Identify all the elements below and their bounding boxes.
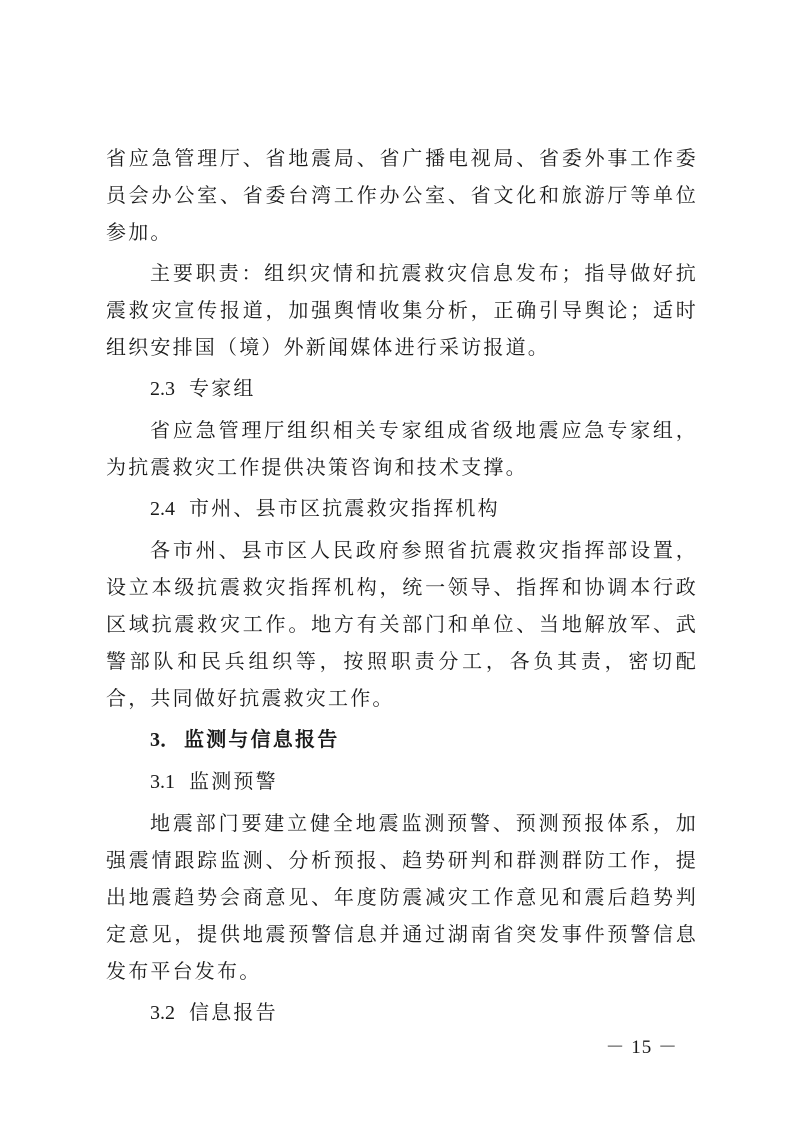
section-2-3-heading bbox=[106, 370, 698, 408]
section-2-4-title: 市州、县市区抗震救灾指挥机构 bbox=[189, 496, 500, 520]
section-3-2-heading bbox=[106, 994, 698, 1032]
section-3-1-heading bbox=[106, 763, 698, 801]
section-3-1-number: 3.1 bbox=[150, 771, 175, 793]
section-3-1-title: 监测预警 bbox=[189, 769, 278, 793]
section-2-4-heading bbox=[106, 490, 698, 528]
section-2-3-number: 2.3 bbox=[150, 378, 175, 400]
section-3-heading bbox=[106, 721, 698, 759]
section-2-3-body: 省应急管理厅组织相关专家组成省级地震应急专家组，为抗震救灾工作提供决策咨询和技术支撑。 bbox=[106, 418, 698, 479]
section-2-4-number: 2.4 bbox=[150, 498, 175, 520]
section-2-3-title: 专家组 bbox=[189, 376, 256, 400]
page-content bbox=[106, 140, 698, 1032]
section-3-number: 3． bbox=[150, 729, 180, 751]
section-3-2-title: 信息报告 bbox=[189, 1000, 278, 1024]
section-3-1-body: 地震部门要建立健全地震监测预警、预测预报体系，加强震情跟踪监测、分析预报、趋势研判和群测群防工作，提出地震趋势会商意见、年度防震减灾工作意见和震后趋势判定意见，提供地震预警信息并通过湖南省突发事件预警信息发布平台发布。 bbox=[106, 811, 698, 983]
continuation-paragraph: 省应急管理厅、省地震局、省广播电视局、省委外事工作委员会办公室、省委台湾工作办公室、省文化和旅游厅等单位参加。 bbox=[106, 146, 698, 244]
section-3-title: 监测与信息报告 bbox=[184, 727, 340, 751]
section-3-2-number: 3.2 bbox=[150, 1002, 175, 1024]
page-number: － 15 － bbox=[605, 1037, 678, 1058]
duty-paragraph: 主要职责：组织灾情和抗震救灾信息发布；指导做好抗震救灾宣传报道，加强舆情收集分析，正确引导舆论；适时组织安排国（境）外新闻媒体进行采访报道。 bbox=[106, 261, 698, 359]
section-2-4-body: 各市州、县市区人民政府参照省抗震救灾指挥部设置，设立本级抗震救灾指挥机构，统一领导、指挥和协调本行政区域抗震救灾工作。地方有关部门和单位、当地解放军、武警部队和民兵组织等，按照职责分工，各负其责，密切配合，共同做好抗震救灾工作。 bbox=[106, 538, 698, 710]
